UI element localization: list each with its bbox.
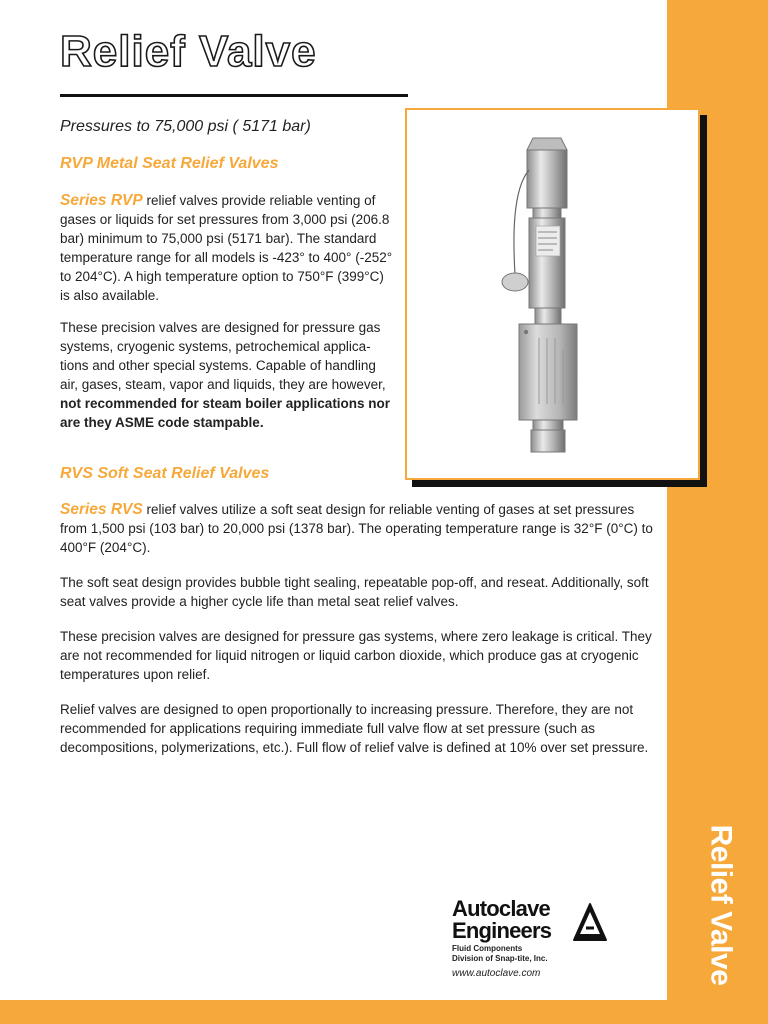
title-rule xyxy=(60,94,408,97)
rvs-paragraph-1-text: relief valves utilize a soft seat design for reliable venting of gases at set pressures from 1,500 psi (103 bar) to 20,000 psi (1378 bar). The operating temperature range is 32°F (0°C) to 400°F (204°C). xyxy=(60,502,653,555)
rvp-paragraph-2 xyxy=(60,318,395,432)
side-title xyxy=(690,820,750,990)
company-logo xyxy=(452,898,652,988)
logo-subtitle xyxy=(452,944,548,964)
relief-valve-image xyxy=(407,110,698,478)
rvs-paragraph-3: These precision valves are designed for pressure gas systems, where zero leakage is critical. They are not recommended for liquid nitrogen or liquid carbon dioxide, which produce gas at cryogenic temperatures upon relief. xyxy=(60,629,652,682)
rvs-heading: RVS Soft Seat Relief Valves xyxy=(60,465,270,482)
rvp-paragraph-1-text: relief valves provide reliable venting of gases or liquids for set pressures from 3,000 psi (206.8 bar) minimum to 75,000 psi (5171 bar). The standard temperature range for all models is -423° to 400° (-252° to 204°C). A high temperature option to 750°F (399°C) is also available. xyxy=(60,193,393,303)
rvs-paragraph-1 xyxy=(60,500,660,557)
logo-sub-1: Fluid Components xyxy=(452,944,523,953)
valve-photo-frame xyxy=(405,108,700,480)
logo-line-2: Engineers xyxy=(452,918,552,943)
logo-sub-2: Division of Snap-tite, Inc. xyxy=(452,954,548,963)
rvp-heading: RVP Metal Seat Relief Valves xyxy=(60,155,279,172)
rvp-paragraph-1 xyxy=(60,191,395,305)
rvs-paragraph-4: Relief valves are designed to open proportionally to increasing pressure. Therefore, they are not recommended for applications requiring immediate full valve flow at set pressure (such as decompositions, polymerizations, etc.). Full flow of relief valve is defined at 10% over set pressure. xyxy=(60,702,649,755)
side-title-text: Relief Valve xyxy=(704,824,737,986)
logo-line-1: Autoclave xyxy=(452,896,550,921)
rvs-series-label: Series RVS xyxy=(60,501,143,518)
page-title: Relief Valve xyxy=(60,27,317,76)
bottom-accent-band xyxy=(0,1000,768,1024)
rvp-series-label: Series RVP xyxy=(60,192,143,209)
rvs-paragraph-2: The soft seat design provides bubble tight sealing, repeatable pop-off, and reseat. Additionally, soft seat valves provide a higher cycle life than metal seat relief valves. xyxy=(60,575,649,609)
rvp-paragraph-2-text: These precision valves are designed for pressure gas systems, cryogenic systems, petrochemical applica-tions and other special systems. Capable of handling air, gases, steam, vapor and liquids, they are however, xyxy=(60,320,386,392)
website-link[interactable]: www.autoclave.com xyxy=(452,968,541,979)
logo-wordmark xyxy=(452,898,551,942)
pressure-rating: Pressures to 75,000 psi ( 5171 bar) xyxy=(60,118,311,135)
ae-emblem-icon xyxy=(568,900,612,944)
rvp-warning-text: not recommended for steam boiler applications nor are they ASME code stampable. xyxy=(60,396,391,430)
